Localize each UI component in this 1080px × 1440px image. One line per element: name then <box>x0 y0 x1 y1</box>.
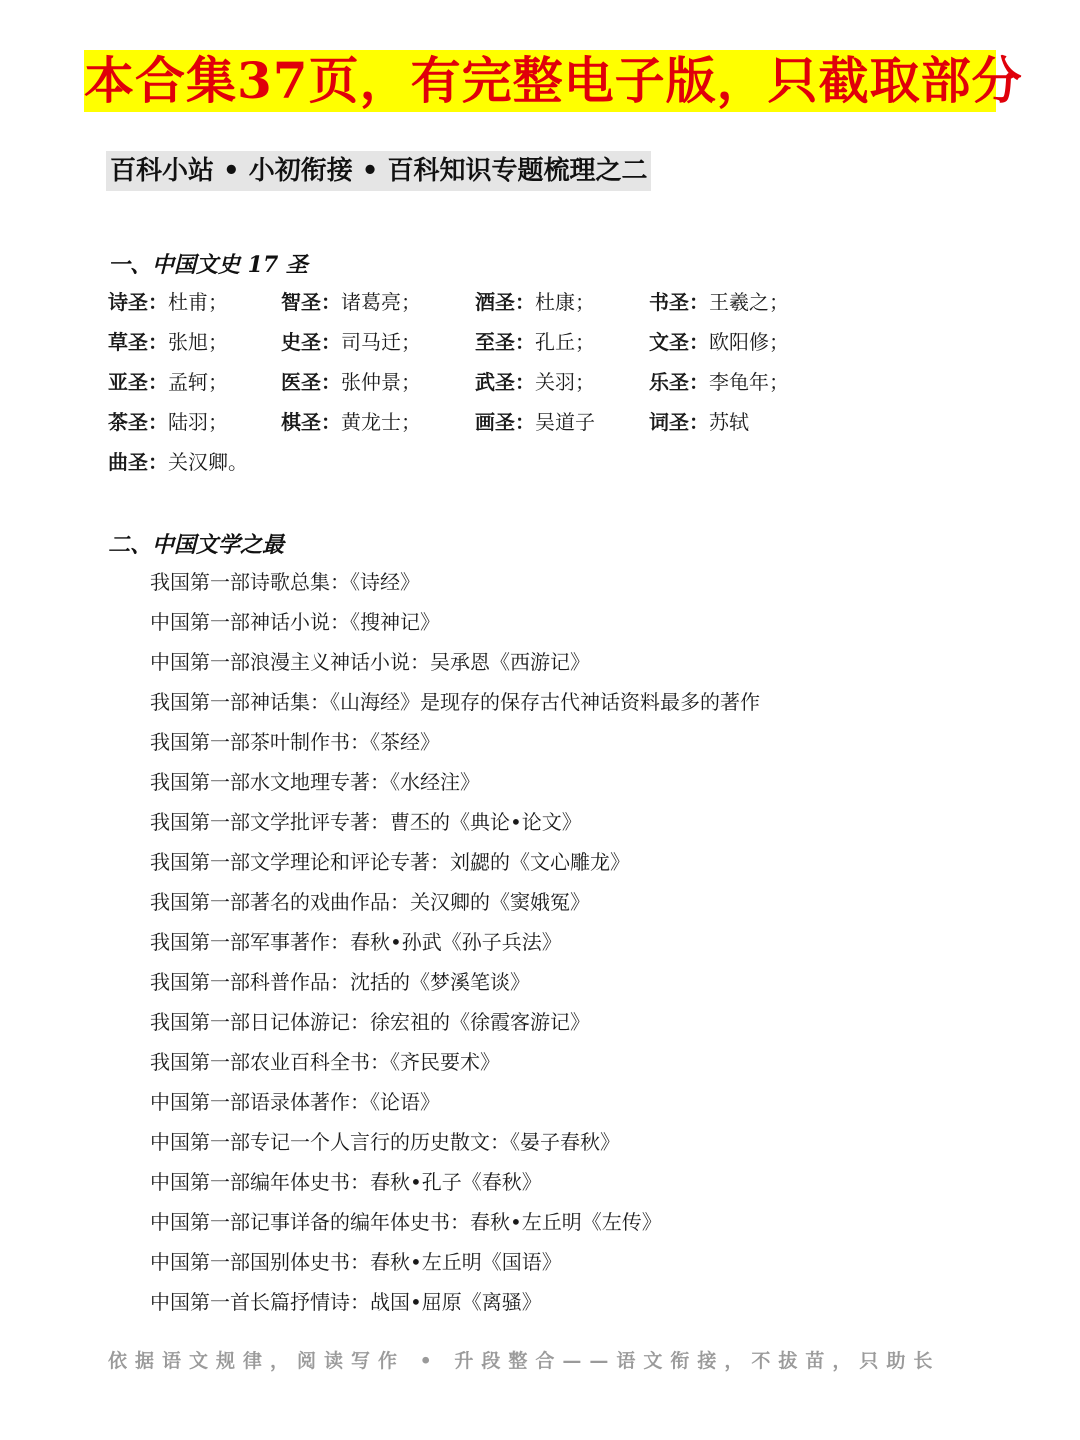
list-item: 我国第一部农业百科全书：《齐民要术》 <box>150 1050 500 1074</box>
saint-name: 黄龙士； <box>341 410 421 434</box>
saint-title: 亚圣： <box>108 370 168 394</box>
saint-title: 酒圣： <box>475 290 535 314</box>
document-subtitle: 百科小站 • 小初衔接 • 百科知识专题梳理之二 <box>106 151 651 191</box>
saint-entry <box>108 286 228 318</box>
saints-grid <box>108 286 828 486</box>
saint-entry <box>108 326 228 358</box>
saint-name: 陆羽； <box>168 410 228 434</box>
list-item: 我国第一部神话集：《山海经》是现存的保存古代神话资料最多的著作 <box>150 690 760 714</box>
saint-entry <box>649 406 749 438</box>
list-item: 中国第一部记事详备的编年体史书：春秋•左丘明《左传》 <box>150 1210 662 1234</box>
saint-name: 苏轼 <box>709 410 749 434</box>
saint-entry <box>649 366 789 398</box>
promo-banner: 本合集37页，有完整电子版，只截取部分 <box>84 51 1023 110</box>
section-heading-literature-firsts: 二、中国文学之最 <box>108 532 285 558</box>
saint-title: 画圣： <box>475 410 535 434</box>
saint-title: 棋圣： <box>281 410 341 434</box>
saint-title: 草圣： <box>108 330 168 354</box>
section-heading-saints: 一、中国文史 17 圣 <box>108 252 308 278</box>
saint-name: 杜甫； <box>168 290 228 314</box>
saint-row <box>108 446 828 486</box>
saint-entry <box>281 286 421 318</box>
saint-name: 诸葛亮； <box>341 290 421 314</box>
saint-title: 史圣： <box>281 330 341 354</box>
list-item: 我国第一部茶叶制作书：《茶经》 <box>150 730 440 754</box>
saint-name: 吴道子 <box>535 410 595 434</box>
list-item: 中国第一部编年体史书：春秋•孔子《春秋》 <box>150 1170 542 1194</box>
saint-name: 司马迁； <box>341 330 421 354</box>
list-item: 我国第一部科普作品：沈括的《梦溪笔谈》 <box>150 970 530 994</box>
saint-entry <box>475 326 595 358</box>
list-item: 我国第一部日记体游记：徐宏祖的《徐霞客游记》 <box>150 1010 590 1034</box>
saint-entry <box>475 366 595 398</box>
list-item: 中国第一部专记一个人言行的历史散文：《晏子春秋》 <box>150 1130 620 1154</box>
saint-title: 文圣： <box>649 330 709 354</box>
saint-title: 医圣： <box>281 370 341 394</box>
saint-name: 李龟年； <box>709 370 789 394</box>
saint-title: 茶圣： <box>108 410 168 434</box>
list-item: 我国第一部著名的戏曲作品：关汉卿的《窦娥冤》 <box>150 890 590 914</box>
saint-entry <box>281 326 421 358</box>
saint-entry <box>108 366 228 398</box>
saint-entry <box>281 406 421 438</box>
saint-name: 孟轲； <box>168 370 228 394</box>
list-item: 我国第一部文学批评专著：曹丕的《典论•论文》 <box>150 810 582 834</box>
saint-title: 乐圣： <box>649 370 709 394</box>
saint-entry <box>281 366 421 398</box>
list-item: 中国第一部语录体著作：《论语》 <box>150 1090 440 1114</box>
list-item: 中国第一部浪漫主义神话小说：吴承恩《西游记》 <box>150 650 590 674</box>
list-item: 中国第一部国别体史书：春秋•左丘明《国语》 <box>150 1250 562 1274</box>
saint-entry <box>475 406 595 438</box>
saint-row <box>108 406 828 446</box>
saint-row <box>108 326 828 366</box>
saint-title: 曲圣： <box>108 450 168 474</box>
list-item: 我国第一部诗歌总集：《诗经》 <box>150 570 420 594</box>
saint-row <box>108 366 828 406</box>
saint-name: 关汉卿。 <box>168 450 248 474</box>
saint-title: 诗圣： <box>108 290 168 314</box>
list-item: 我国第一部水文地理专著：《水经注》 <box>150 770 480 794</box>
saint-row <box>108 286 828 326</box>
list-item: 我国第一部文学理论和评论专著：刘勰的《文心雕龙》 <box>150 850 630 874</box>
literature-firsts-list <box>150 566 760 1326</box>
footer-slogan: 依据语文规律，阅读写作 • 升段整合——语文衔接，不拔苗，只助长 <box>108 1350 941 1372</box>
saint-name: 王羲之； <box>709 290 789 314</box>
saint-title: 书圣： <box>649 290 709 314</box>
saint-entry <box>108 446 248 478</box>
list-item: 我国第一部军事著作：春秋•孙武《孙子兵法》 <box>150 930 562 954</box>
list-item: 中国第一部神话小说：《搜神记》 <box>150 610 440 634</box>
saint-name: 张旭； <box>168 330 228 354</box>
list-item: 中国第一首长篇抒情诗：战国•屈原《离骚》 <box>150 1290 542 1314</box>
saint-entry <box>108 406 228 438</box>
saint-name: 关羽； <box>535 370 595 394</box>
saint-entry <box>649 286 789 318</box>
saint-name: 欧阳修； <box>709 330 789 354</box>
saint-entry <box>649 326 789 358</box>
saint-entry <box>475 286 595 318</box>
saint-title: 智圣： <box>281 290 341 314</box>
saint-title: 至圣： <box>475 330 535 354</box>
saint-name: 孔丘； <box>535 330 595 354</box>
saint-title: 词圣： <box>649 410 709 434</box>
saint-title: 武圣： <box>475 370 535 394</box>
saint-name: 张仲景； <box>341 370 421 394</box>
saint-name: 杜康； <box>535 290 595 314</box>
